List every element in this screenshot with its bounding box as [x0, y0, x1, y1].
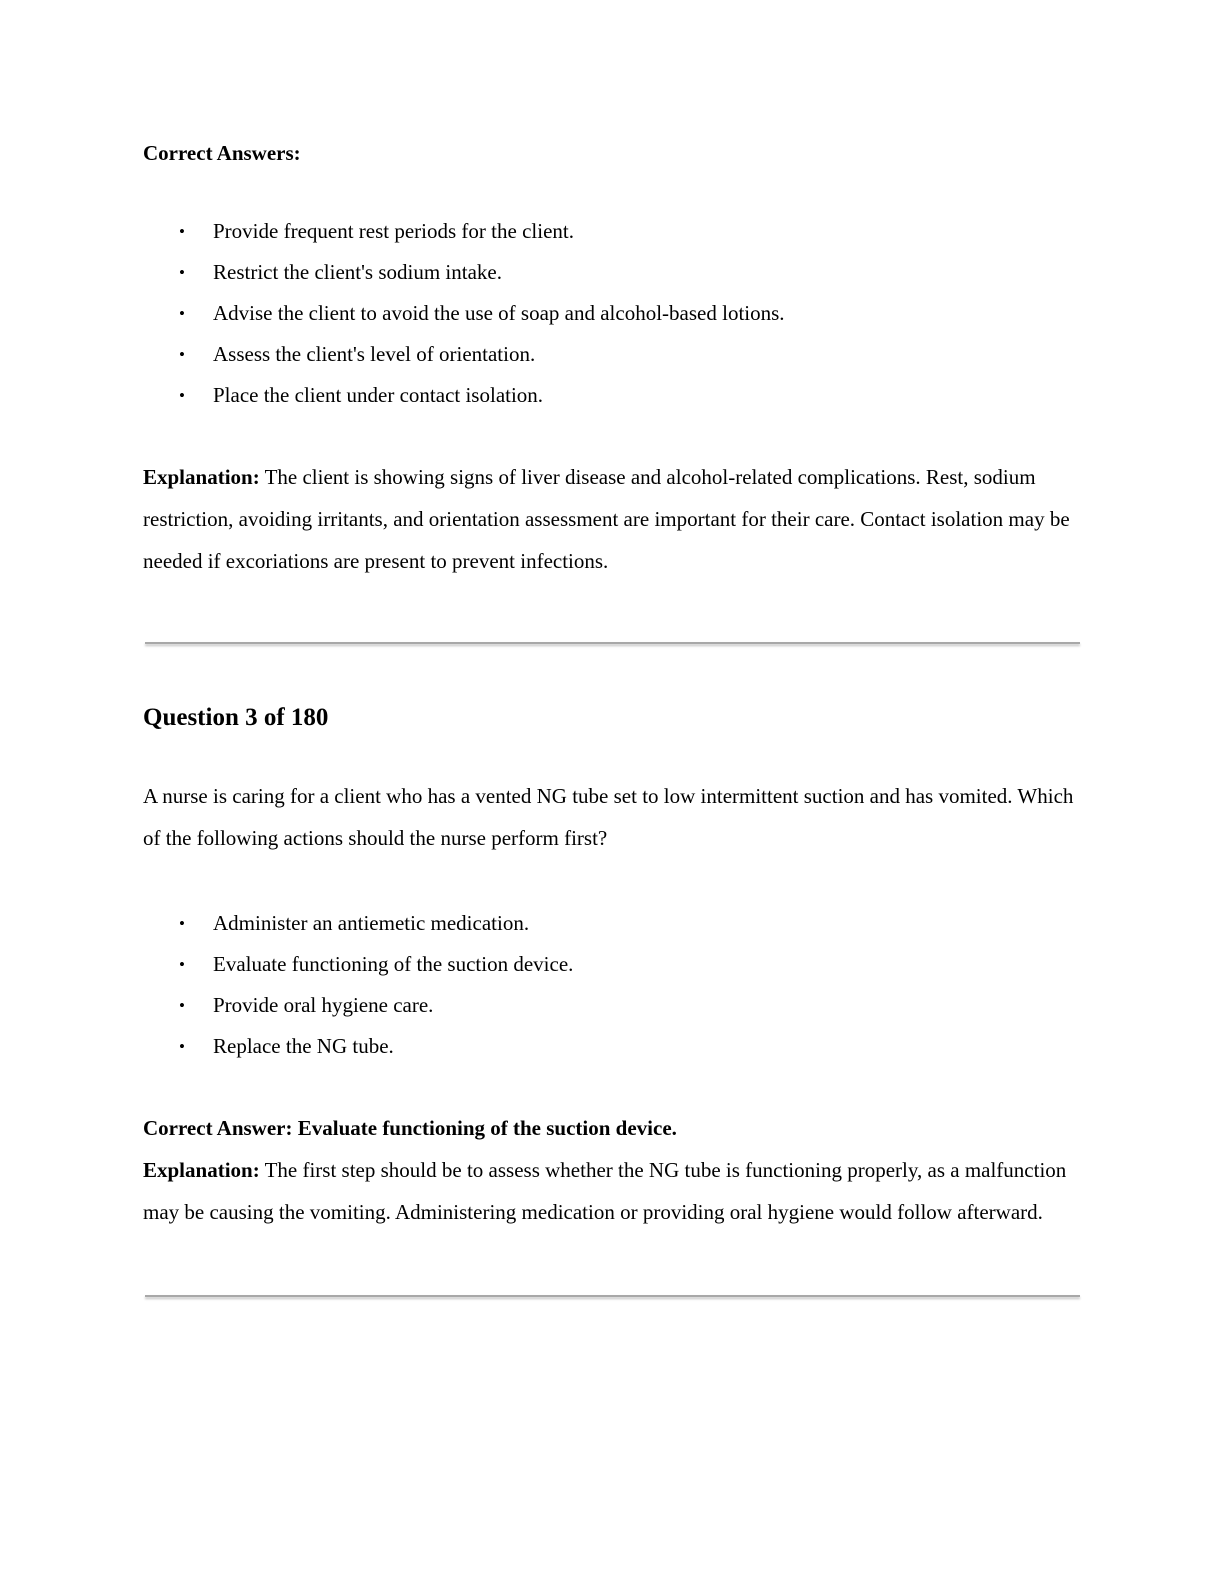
explanation-label: Explanation: [143, 465, 260, 490]
correct-answers-list [143, 211, 1080, 416]
list-item: • Place the client under contact isolation. [213, 375, 1080, 416]
list-item: • Advise the client to avoid the use of soap and alcohol-based lotions. [213, 293, 1080, 334]
explanation-paragraph [143, 456, 1080, 582]
section-divider [145, 1295, 1080, 1297]
explanation-paragraph [143, 1149, 1080, 1233]
list-item: • Evaluate functioning of the suction device. [213, 944, 1080, 985]
question-text: A nurse is caring for a client who has a vented NG tube set to low intermittent suction and has vomited. Which of the following actions should the nurse perform first? [143, 783, 1074, 850]
correct-answer-text: Evaluate functioning of the suction device. [297, 1115, 677, 1140]
list-item: • Assess the client's level of orientation. [213, 334, 1080, 375]
section-divider [145, 642, 1080, 644]
list-item: • Restrict the client's sodium intake. [213, 252, 1080, 293]
correct-answer-label: Correct Answer: [143, 1115, 293, 1140]
answers-section [143, 140, 1080, 582]
explanation-text: The first step should be to assess whether the NG tube is functioning properly, as a malfunction may be causing the vomiting. Administering medication or providing oral hygiene would follow afterward. [143, 1157, 1067, 1224]
list-item: • Replace the NG tube. [213, 1026, 1080, 1067]
question-options-list [143, 903, 1080, 1067]
explanation-text: The client is showing signs of liver disease and alcohol-related complications. Rest, sodium restriction, avoiding irritants, and orientation assessment are important for their care. Contact isolation may be needed if excoriations are present to prevent infections. [143, 465, 1070, 574]
correct-answers-heading: Correct Answers: [143, 141, 301, 165]
list-item: • Provide frequent rest periods for the client. [213, 211, 1080, 252]
list-item: • Provide oral hygiene care. [213, 985, 1080, 1026]
explanation-label: Explanation: [143, 1157, 260, 1182]
correct-answer-line [143, 1107, 1080, 1149]
question-heading: Question 3 of 180 [143, 704, 329, 732]
list-item: • Administer an antiemetic medication. [213, 903, 1080, 944]
question-section [143, 702, 1080, 1233]
